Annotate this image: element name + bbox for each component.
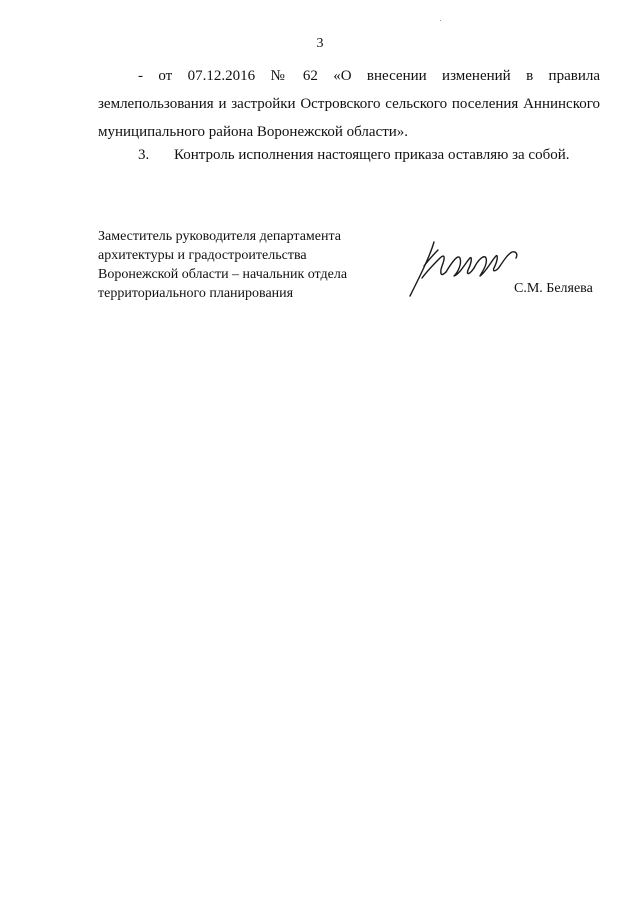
- amendment-line-3: муниципального района Воронежской области».: [98, 124, 409, 140]
- position-line-3: Воронежской области – начальник отдела: [98, 267, 348, 282]
- item-3-number: 3.: [138, 147, 150, 163]
- item-3-text: Контроль исполнения настоящего приказа оставляю за собой.: [174, 147, 570, 163]
- amendment-line-2: землепользования и застройки Островского сельского поселения Аннинского: [98, 96, 600, 112]
- scan-speck: [440, 20, 441, 21]
- page-number: 3: [316, 36, 324, 51]
- position-line-4: территориального планирования: [98, 286, 294, 301]
- position-line-1: Заместитель руководителя департамента: [98, 229, 341, 244]
- item-3: [138, 145, 570, 165]
- position-line-2: архитектуры и градостроительства: [98, 248, 307, 263]
- amendment-paragraph: [98, 62, 600, 146]
- signer-name: С.М. Беляева: [514, 281, 593, 296]
- amendment-line-1: - от 07.12.2016 № 62 «О внесении изменений в правила: [138, 68, 600, 84]
- signatory-position: [98, 227, 347, 303]
- handwritten-signature: [404, 236, 522, 302]
